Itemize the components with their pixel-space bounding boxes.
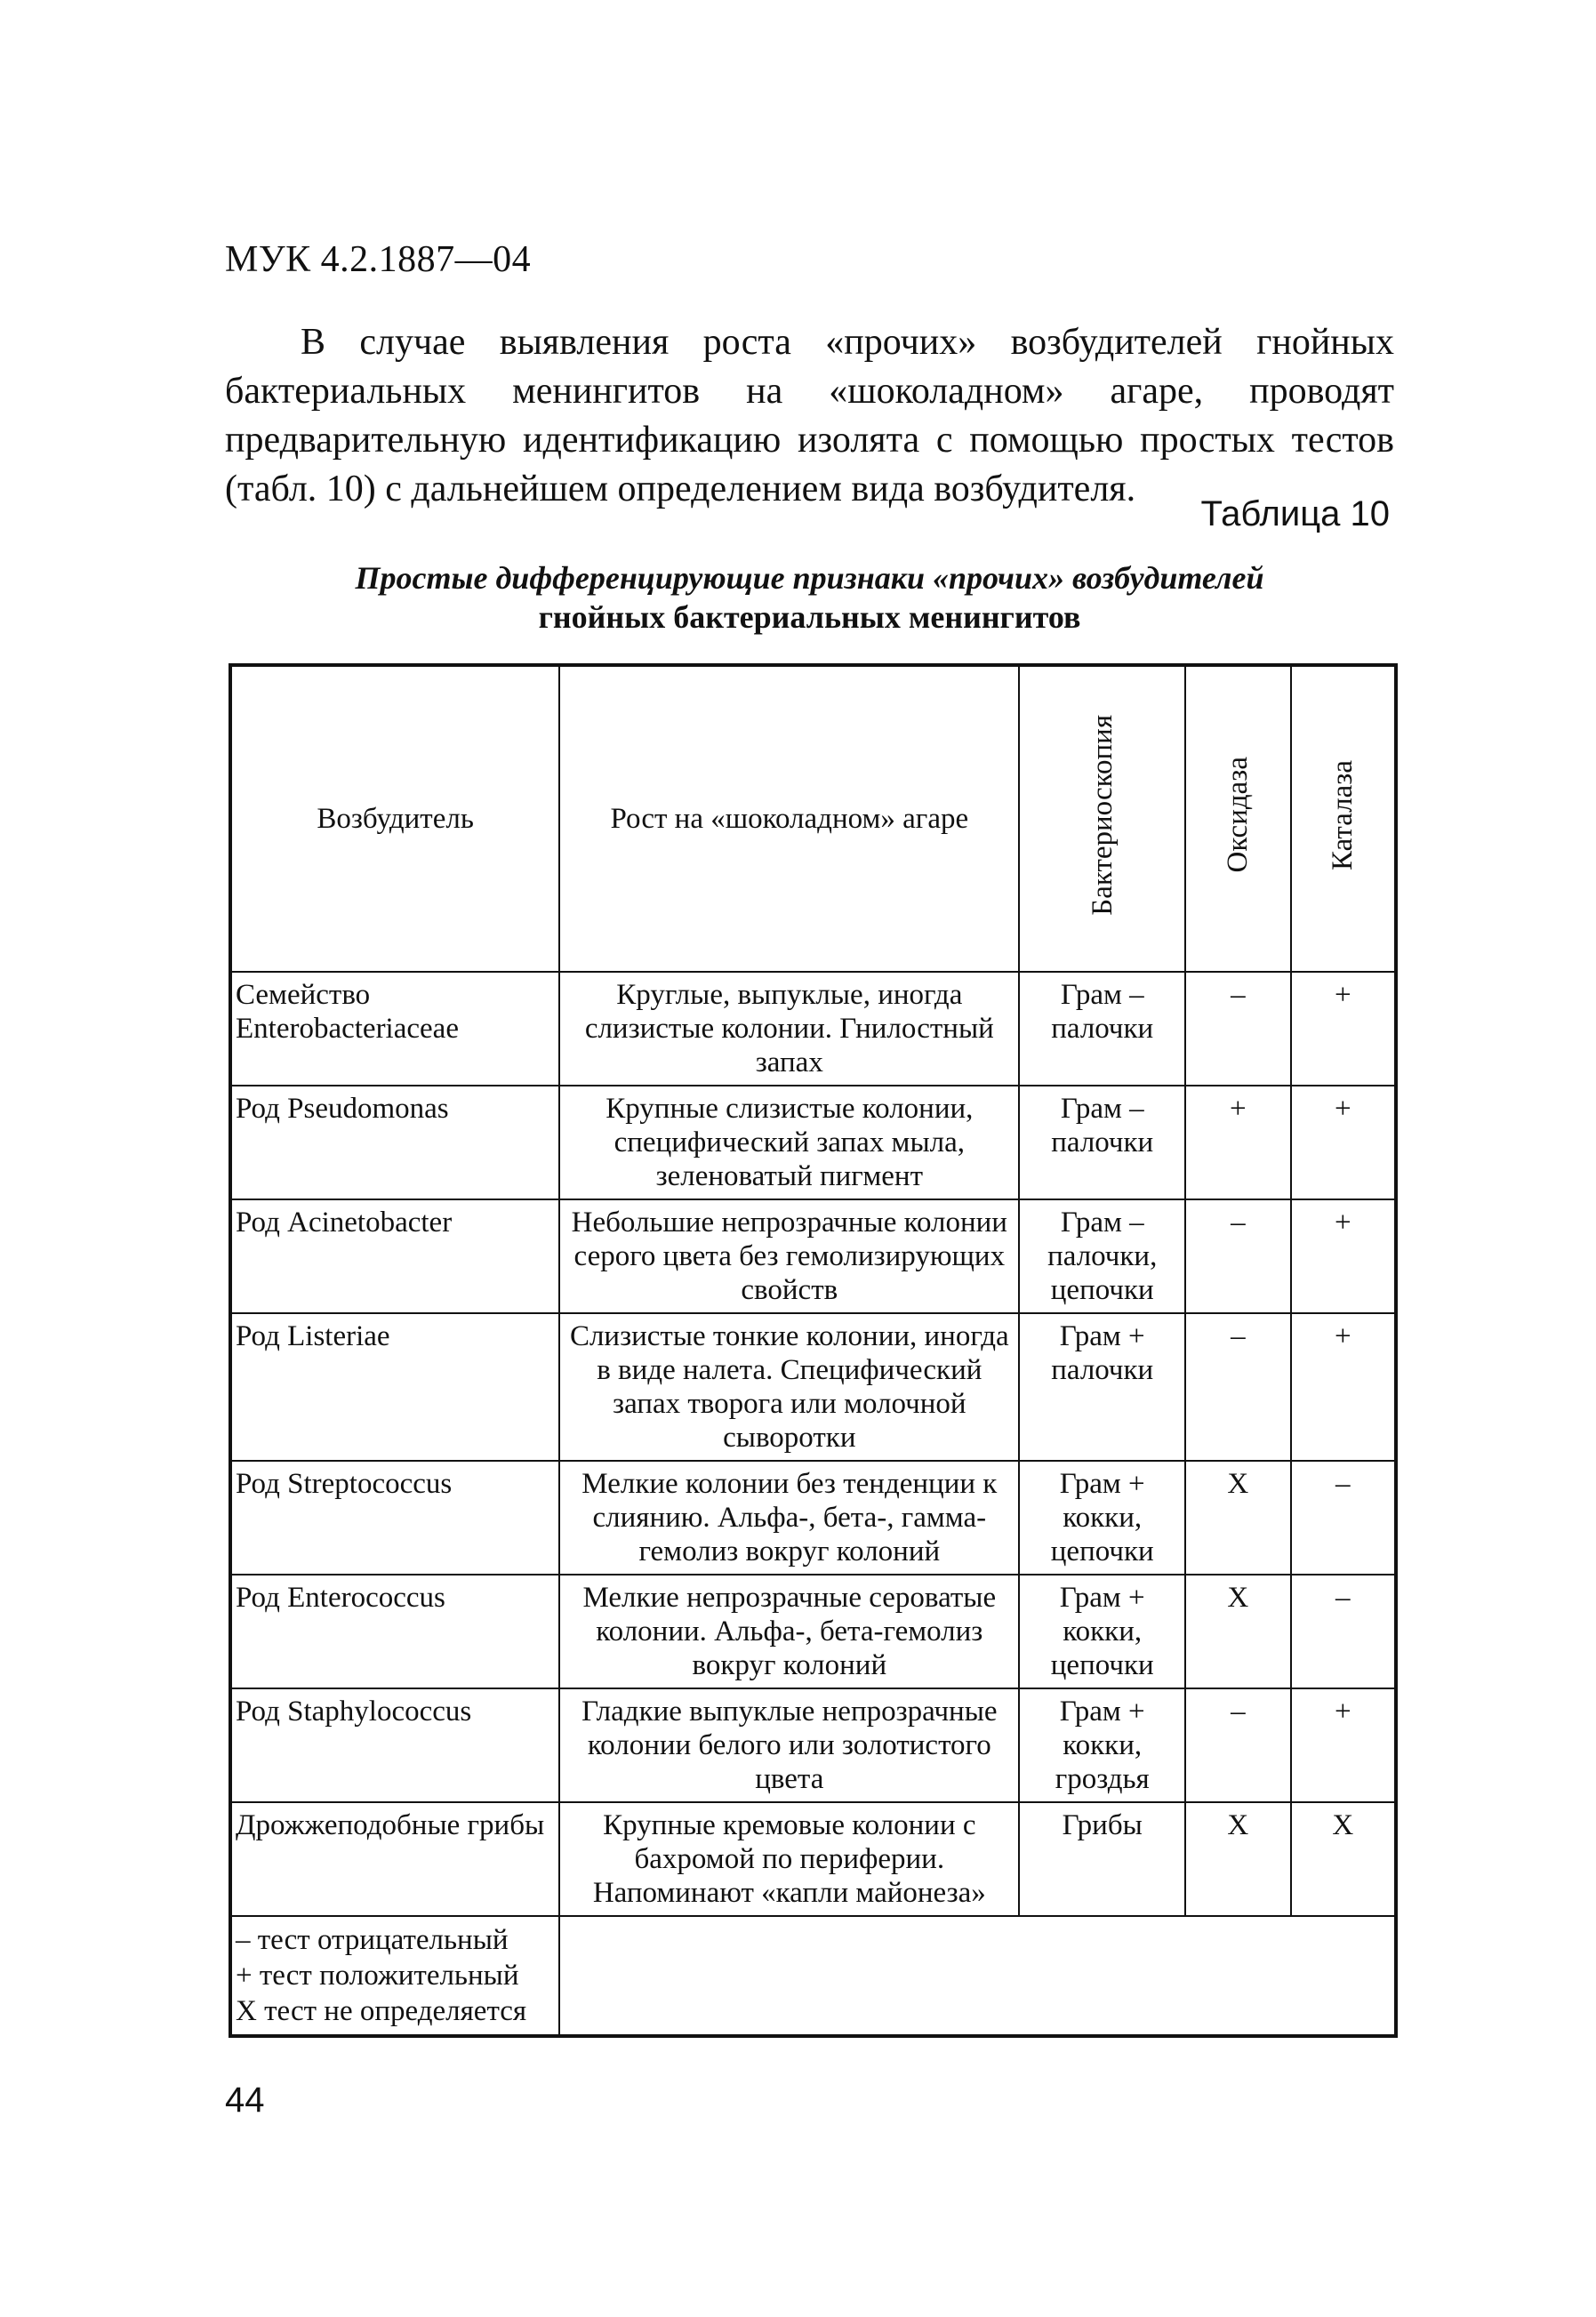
header-catalase <box>1291 665 1396 972</box>
cell-growth: Мелкие непрозрачные сероватые колонии. Альфа-, бета-гемолиз вокруг колоний <box>559 1575 1019 1688</box>
table-row <box>230 1575 1396 1688</box>
cell-microscopy: Грам + палочки <box>1019 1313 1185 1461</box>
header-microscopy <box>1019 665 1185 972</box>
table-row <box>230 1313 1396 1461</box>
cell-catalase: + <box>1291 1199 1396 1313</box>
header-oxidase <box>1185 665 1290 972</box>
cell-pathogen: Род Listeriae <box>230 1313 559 1461</box>
table-header-row <box>230 665 1396 972</box>
legend-row <box>230 1916 1396 2036</box>
cell-growth: Небольшие непрозрачные колонии серого цвета без гемолизирующих свойств <box>559 1199 1019 1313</box>
cell-catalase: + <box>1291 972 1396 1086</box>
cell-microscopy: Грам + кокки, цепочки <box>1019 1575 1185 1688</box>
cell-oxidase: X <box>1185 1461 1290 1575</box>
cell-microscopy: Грам – палочки <box>1019 972 1185 1086</box>
cell-growth: Мелкие колонии без тенденции к слиянию. Альфа-, бета-, гамма-гемолиз вокруг колоний <box>559 1461 1019 1575</box>
cell-microscopy: Грибы <box>1019 1802 1185 1916</box>
header-catalase-label: Каталаза <box>1327 759 1359 870</box>
legend-positive: + тест положительный <box>236 1960 519 1992</box>
table-row <box>230 1688 1396 1802</box>
cell-catalase: + <box>1291 1688 1396 1802</box>
cell-catalase: X <box>1291 1802 1396 1916</box>
document-code: МУК 4.2.1887—04 <box>225 239 532 280</box>
table-title <box>225 558 1394 637</box>
table-row <box>230 1199 1396 1313</box>
legend-filler <box>559 1916 1396 2036</box>
cell-oxidase: – <box>1185 972 1290 1086</box>
table-title-line2: гнойных бактериальных менингитов <box>538 599 1081 635</box>
cell-catalase: – <box>1291 1461 1396 1575</box>
cell-growth: Круглые, выпуклые, иногда слизистые колонии. Гнилостный запах <box>559 972 1019 1086</box>
table-title-line1: Простые дифференцирующие признаки «прочих» возбудителей <box>355 560 1264 596</box>
cell-oxidase: + <box>1185 1086 1290 1199</box>
cell-pathogen: Род Acinetobacter <box>230 1199 559 1313</box>
cell-catalase: + <box>1291 1313 1396 1461</box>
table-row <box>230 972 1396 1086</box>
header-growth: Рост на «шоколадном» агаре <box>559 665 1019 972</box>
cell-microscopy: Грам – палочки <box>1019 1086 1185 1199</box>
table-row <box>230 1461 1396 1575</box>
cell-oxidase: – <box>1185 1688 1290 1802</box>
cell-catalase: – <box>1291 1575 1396 1688</box>
cell-growth: Крупные кремовые колонии с бахромой по периферии. Напоминают «капли майонеза» <box>559 1802 1019 1916</box>
table-row <box>230 1086 1396 1199</box>
legend-negative: – тест отрицательный <box>236 1924 509 1956</box>
header-pathogen: Возбудитель <box>230 665 559 972</box>
table-legend <box>230 1916 559 2036</box>
cell-oxidase: – <box>1185 1199 1290 1313</box>
cell-oxidase: – <box>1185 1313 1290 1461</box>
cell-pathogen: Род Streptococcus <box>230 1461 559 1575</box>
cell-pathogen: Род Staphylococcus <box>230 1688 559 1802</box>
table-label: Таблица 10 <box>1200 494 1390 533</box>
page-number: 44 <box>225 2080 265 2120</box>
cell-pathogen: Род Pseudomonas <box>230 1086 559 1199</box>
header-microscopy-label: Бактериоскопия <box>1086 714 1119 916</box>
table-row <box>230 1802 1396 1916</box>
cell-oxidase: X <box>1185 1802 1290 1916</box>
cell-pathogen: Семейство Enterobacteriaceae <box>230 972 559 1086</box>
legend-not-determined: X тест не определяется <box>236 1995 527 2027</box>
cell-catalase: + <box>1291 1086 1396 1199</box>
intro-paragraph: В случае выявления роста «прочих» возбудителей гнойных бактериальных менингитов на «шоколадном» агаре, проводят предварительную идентификацию изолята с помощью простых тестов (табл. 10) с дальнейшем определением вида возбудителя. <box>225 322 1394 509</box>
cell-growth: Гладкие выпуклые непрозрачные колонии белого или золотистого цвета <box>559 1688 1019 1802</box>
cell-pathogen: Дрожжеподобные грибы <box>230 1802 559 1916</box>
cell-oxidase: X <box>1185 1575 1290 1688</box>
cell-pathogen: Род Enterococcus <box>230 1575 559 1688</box>
cell-microscopy: Грам + кокки, гроздья <box>1019 1688 1185 1802</box>
header-oxidase-label: Оксидаза <box>1222 757 1255 873</box>
cell-microscopy: Грам – палочки, цепочки <box>1019 1199 1185 1313</box>
pathogen-table <box>229 663 1398 2038</box>
cell-microscopy: Грам + кокки, цепочки <box>1019 1461 1185 1575</box>
cell-growth: Слизистые тонкие колонии, иногда в виде налета. Специфический запах творога или молочной сыворотки <box>559 1313 1019 1461</box>
cell-growth: Крупные слизистые колонии, специфический запах мыла, зеленоватый пигмент <box>559 1086 1019 1199</box>
